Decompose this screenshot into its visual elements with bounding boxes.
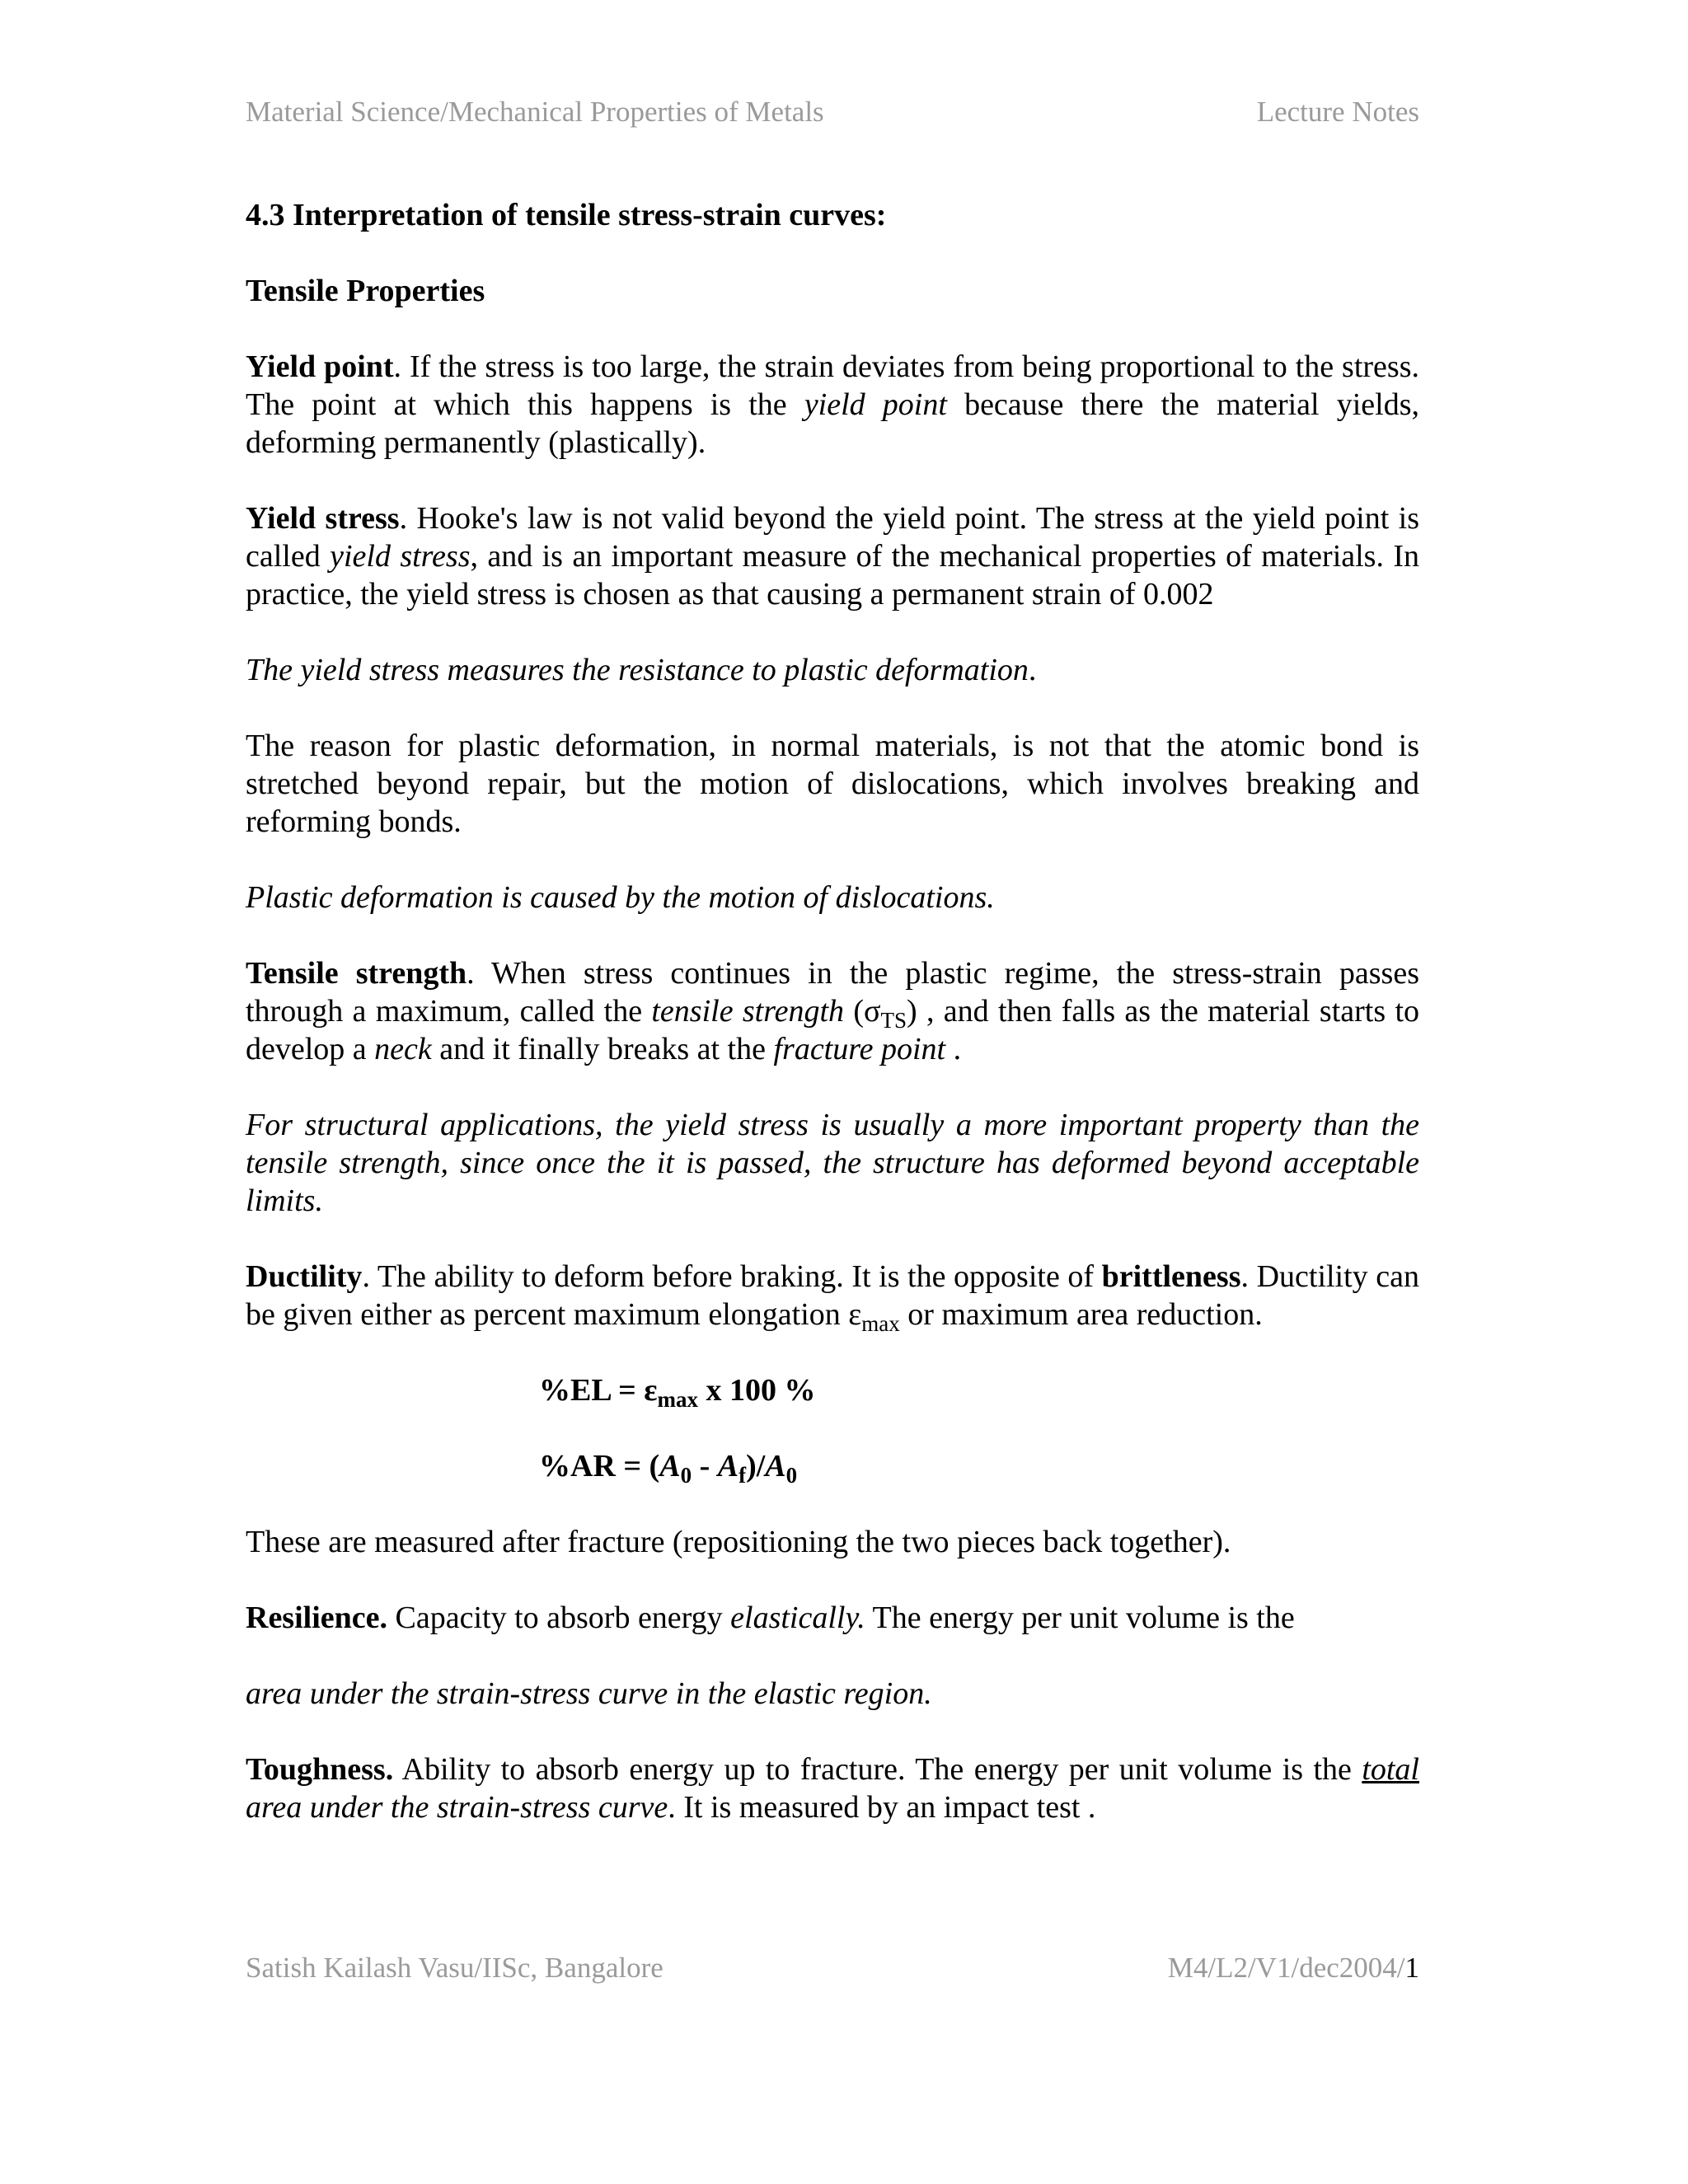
page-footer xyxy=(246,1952,1419,1993)
resilience-term: Resilience. xyxy=(246,1601,388,1635)
subsection-title: Tensile Properties xyxy=(246,274,485,308)
footer-ref: M4/L2/V1/dec2004/ xyxy=(1167,1952,1405,1984)
tensile-strength-text-4: and it finally breaks at the xyxy=(431,1032,774,1066)
neck-em: neck xyxy=(374,1032,432,1066)
formula-elongation xyxy=(539,1371,1419,1412)
formula-ar-lhs: %AR = ( xyxy=(539,1449,660,1483)
formula-el-rhs: x 100 % xyxy=(697,1373,816,1408)
toughness-em: area under the strain-stress curve xyxy=(246,1790,668,1825)
yield-point-text-2: because there the material yields, deforming permanently (plastically). xyxy=(246,387,1419,460)
tensile-strength-term: Tensile strength xyxy=(246,956,467,991)
toughness-total-underline: total xyxy=(1362,1752,1419,1787)
ductility-paragraph xyxy=(246,1258,1419,1336)
yield-point-paragraph xyxy=(246,348,1419,462)
footer-left: Satish Kailash Vasu/IISc, Bangalore xyxy=(246,1952,663,1984)
section-title: 4.3 Interpretation of tensile stress-strain curves: xyxy=(246,198,887,232)
formula-el-subscript: max xyxy=(657,1387,698,1412)
yield-point-em: yield point xyxy=(804,387,947,422)
brittleness-term: brittleness xyxy=(1101,1259,1241,1294)
tensile-strength-text-5: . xyxy=(945,1032,962,1066)
resilience-em: elastically. xyxy=(730,1601,865,1635)
yield-stress-term: Yield stress xyxy=(246,501,400,536)
fracture-point-em: fracture point xyxy=(773,1032,946,1066)
yield-point-term: Yield point xyxy=(246,349,394,384)
yield-point-text-1: . If the stress is too large, the strain deviates from being proportional to the stress. The point at which this happens is the xyxy=(246,349,1419,422)
formula-ar-div: )/ xyxy=(746,1449,766,1483)
formula-ar-minus: - xyxy=(692,1449,718,1483)
sigma-ts-subscript: TS xyxy=(880,1008,907,1033)
toughness-text-2: . It is measured by an impact test . xyxy=(668,1790,1096,1825)
formula-ar-a0-sub: 0 xyxy=(680,1463,692,1488)
yield-stress-paragraph xyxy=(246,499,1419,613)
plastic-note: Plastic deformation is caused by the motion of dislocations. xyxy=(246,880,995,915)
resilience-area-line: area under the strain-stress curve in the elastic region. xyxy=(246,1676,932,1711)
resilience-paragraph xyxy=(246,1599,1419,1637)
header-left: Material Science/Mechanical Properties of Metals xyxy=(246,96,824,128)
tensile-strength-text-2: (σ xyxy=(844,994,881,1029)
measured-after-paragraph: These are measured after fracture (repositioning the two pieces back together). xyxy=(246,1525,1231,1559)
formula-ar-a0: A xyxy=(659,1449,681,1483)
document-body xyxy=(246,196,1419,1864)
toughness-term: Toughness. xyxy=(246,1752,394,1787)
yield-stress-note xyxy=(246,651,1419,689)
resilience-text-2: The energy per unit volume is the xyxy=(865,1601,1295,1635)
yield-stress-text-2: , and is an important measure of the mechanical properties of materials. In practice, the yield stress is chosen as that causing a permanent strain of 0.002 xyxy=(246,539,1419,612)
tensile-strength-text-3: ) , and then falls as the material starts to develop a xyxy=(246,994,1420,1066)
yield-stress-note-text: The yield stress measures the resistance to plastic deformation xyxy=(246,653,1029,687)
formula-el-lhs: %EL = ε xyxy=(539,1373,658,1408)
plastic-reason-paragraph: The reason for plastic deformation, in normal materials, is not that the atomic bond is stretched beyond repair, but the motion of dislocations, which involves breaking and reforming bonds. xyxy=(246,729,1419,839)
page-header xyxy=(246,96,1419,137)
tensile-strength-text-1: . When stress continues in the plastic regime, the stress-strain passes through a maximum, called the xyxy=(246,956,1419,1029)
formula-ar-a0-denominator-sub: 0 xyxy=(785,1463,798,1488)
epsilon-max-subscript: max xyxy=(861,1311,900,1336)
tensile-strength-em: tensile strength xyxy=(651,994,845,1029)
structural-note: For structural applications, the yield stress is usually a more important property than the tensile strength, since once the it is passed, the structure has deformed beyond acceptable limits. xyxy=(246,1108,1419,1218)
yield-stress-em: yield stress xyxy=(330,539,471,574)
ductility-text-1: . The ability to deform before braking. It is the opposite of xyxy=(362,1259,1102,1294)
ductility-text-3: or maximum area reduction. xyxy=(899,1297,1263,1332)
page-number: 1 xyxy=(1404,1952,1419,1984)
ductility-term: Ductility xyxy=(246,1259,363,1294)
formula-ar-a0-denominator: A xyxy=(765,1449,786,1483)
tensile-strength-paragraph xyxy=(246,954,1419,1068)
ductility-text-2: . Ductility can be given either as percent maximum elongation ε xyxy=(246,1259,1419,1332)
formula-area-reduction xyxy=(539,1447,1419,1488)
yield-stress-note-end: . xyxy=(1028,653,1037,687)
formula-ar-af: A xyxy=(717,1449,739,1483)
formula-ar-af-sub: f xyxy=(738,1463,747,1488)
toughness-text-1: Ability to absorb energy up to fracture. The energy per unit volume is the xyxy=(393,1752,1362,1787)
yield-stress-text-1: . Hooke's law is not valid beyond the yield point. The stress at the yield point is called xyxy=(246,501,1419,574)
resilience-text-1: Capacity to absorb energy xyxy=(387,1601,731,1635)
toughness-paragraph xyxy=(246,1750,1419,1826)
footer-right xyxy=(1168,1952,1419,1985)
header-right: Lecture Notes xyxy=(1256,96,1419,128)
